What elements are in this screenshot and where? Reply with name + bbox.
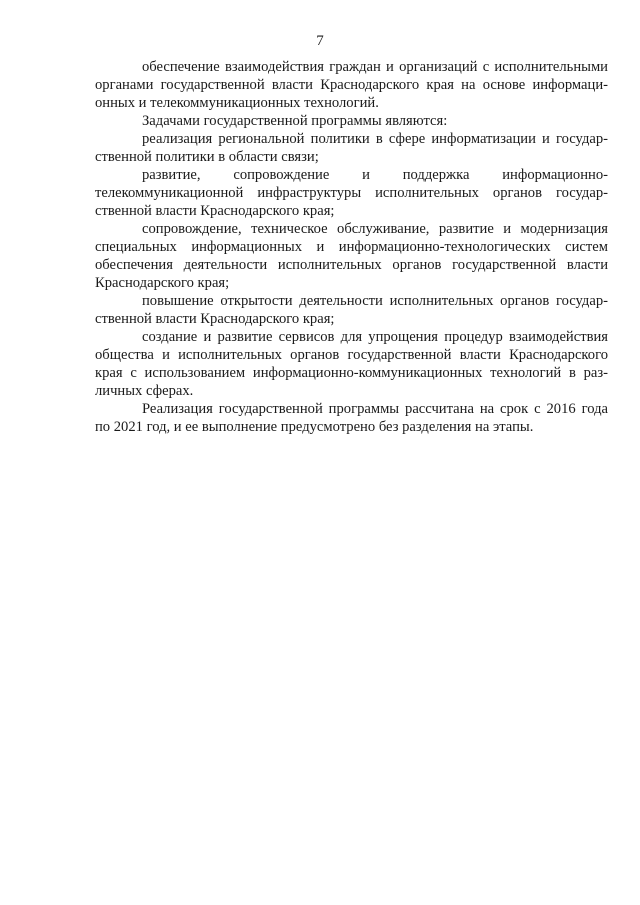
text-line: специальных информационных и информационно-технологических систем — [95, 239, 608, 255]
text-line: обеспечение взаимодействия граждан и организаций с исполнительными — [142, 59, 608, 75]
paragraph-implementation-period — [95, 400, 608, 436]
document-body — [95, 58, 608, 436]
text-line: телекоммуникационной инфраструктуры исполнительных органов государ- — [95, 185, 608, 201]
text-line: создание и развитие сервисов для упрощения процедур взаимодействия — [142, 329, 608, 345]
paragraph-interaction-goal — [95, 58, 608, 112]
text-line: личных сферах. — [95, 383, 194, 399]
text-line: ственной власти Краснодарского края; — [95, 311, 335, 327]
text-line: Реализация государственной программы рассчитана на срок с 2016 года — [142, 401, 608, 417]
text-line: онных и телекоммуникационных технологий. — [95, 95, 379, 111]
text-line: Задачами государственной программы являются: — [142, 113, 448, 129]
paragraph-tasks-heading — [95, 112, 608, 130]
text-line: обеспечения деятельности исполнительных органов государственной власти — [95, 257, 608, 273]
text-line: общества и исполнительных органов государственной власти Краснодарского — [95, 347, 608, 363]
text-line: ственной политики в области связи; — [95, 149, 319, 165]
text-line: края с использованием информационно-коммуникационных технологий в раз- — [95, 365, 608, 381]
text-line: органами государственной власти Краснодарского края на основе информаци- — [95, 77, 608, 93]
paragraph-task-systems-support — [95, 220, 608, 292]
text-line: по 2021 год, и ее выполнение предусмотрено без разделения на этапы. — [95, 419, 534, 435]
page-number: 7 — [316, 33, 324, 49]
text-line: повышение открытости деятельности исполнительных органов государ- — [142, 293, 608, 309]
paragraph-task-openness — [95, 292, 608, 328]
text-line: развитие, сопровождение и поддержка информационно- — [142, 167, 608, 183]
paragraph-task-infrastructure — [95, 166, 608, 220]
text-line: реализация региональной политики в сфере информатизации и государ- — [142, 131, 608, 147]
text-line: сопровождение, техническое обслуживание, развитие и модернизация — [142, 221, 608, 237]
text-line: ственной власти Краснодарского края; — [95, 203, 335, 219]
paragraph-task-services — [95, 328, 608, 400]
paragraph-task-regional-policy — [95, 130, 608, 166]
text-line: Краснодарского края; — [95, 275, 230, 291]
